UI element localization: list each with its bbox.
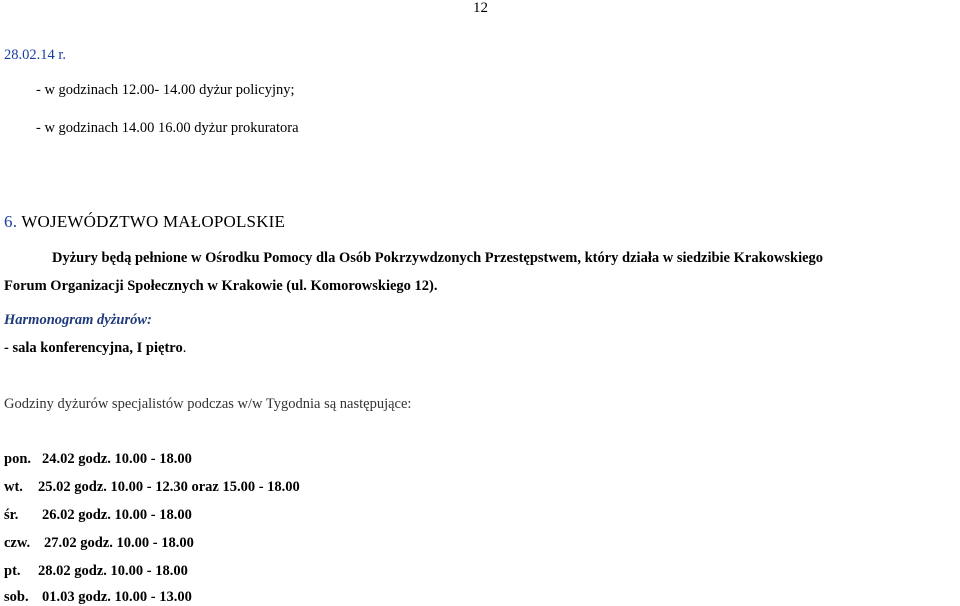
day-label: śr. bbox=[4, 507, 19, 523]
date-line: 28.02.14 r. bbox=[4, 47, 67, 63]
day-row bbox=[4, 535, 194, 552]
day-hours: 27.02 godz. 10.00 - 18.00 bbox=[44, 535, 194, 551]
day-row bbox=[4, 479, 300, 496]
day-label: czw. bbox=[4, 535, 31, 551]
day-row bbox=[4, 589, 192, 606]
location-line bbox=[4, 340, 186, 357]
day-hours: 24.02 godz. 10.00 - 18.00 bbox=[42, 451, 192, 467]
schedule-item-prosecutor: - w godzinach 14.00 16.00 dyżur prokuratora bbox=[36, 120, 299, 136]
location-text: - sala konferencyjna, I piętro bbox=[4, 340, 183, 356]
section-heading bbox=[4, 212, 285, 232]
day-row bbox=[4, 563, 188, 580]
intro-line-1: Dyżury będą pełnione w Ośrodku Pomocy dla Osób Pokrzywdzonych Przestępstwem, który działa w siedzibie Krakowskiego bbox=[52, 250, 824, 266]
day-row bbox=[4, 451, 192, 468]
day-label: sob. bbox=[4, 589, 29, 605]
day-hours: 28.02 godz. 10.00 - 18.00 bbox=[38, 563, 188, 579]
page-number: 12 bbox=[473, 0, 488, 16]
day-label: pon. bbox=[4, 451, 32, 467]
day-hours: 01.03 godz. 10.00 - 13.00 bbox=[42, 589, 192, 605]
day-row bbox=[4, 507, 192, 524]
harmonogram-label: Harmonogram dyżurów: bbox=[4, 312, 152, 328]
day-hours: 25.02 godz. 10.00 - 12.30 oraz 15.00 - 18.00 bbox=[38, 479, 300, 495]
hours-intro: Godziny dyżurów specjalistów podczas w/w Tygodnia są następujące: bbox=[4, 396, 412, 412]
intro-line-2: Forum Organizacji Społecznych w Krakowie (ul. Komorowskiego 12). bbox=[4, 278, 438, 294]
day-label: wt. bbox=[4, 479, 23, 495]
day-hours: 26.02 godz. 10.00 - 18.00 bbox=[42, 507, 192, 523]
section-title: WOJEWÓDZTWO MAŁOPOLSKIE bbox=[21, 212, 286, 231]
section-number: 6. bbox=[4, 212, 18, 231]
day-label: pt. bbox=[4, 563, 21, 579]
schedule-item-police: - w godzinach 12.00- 14.00 dyżur policyjny; bbox=[36, 82, 295, 98]
location-end: . bbox=[182, 340, 187, 356]
